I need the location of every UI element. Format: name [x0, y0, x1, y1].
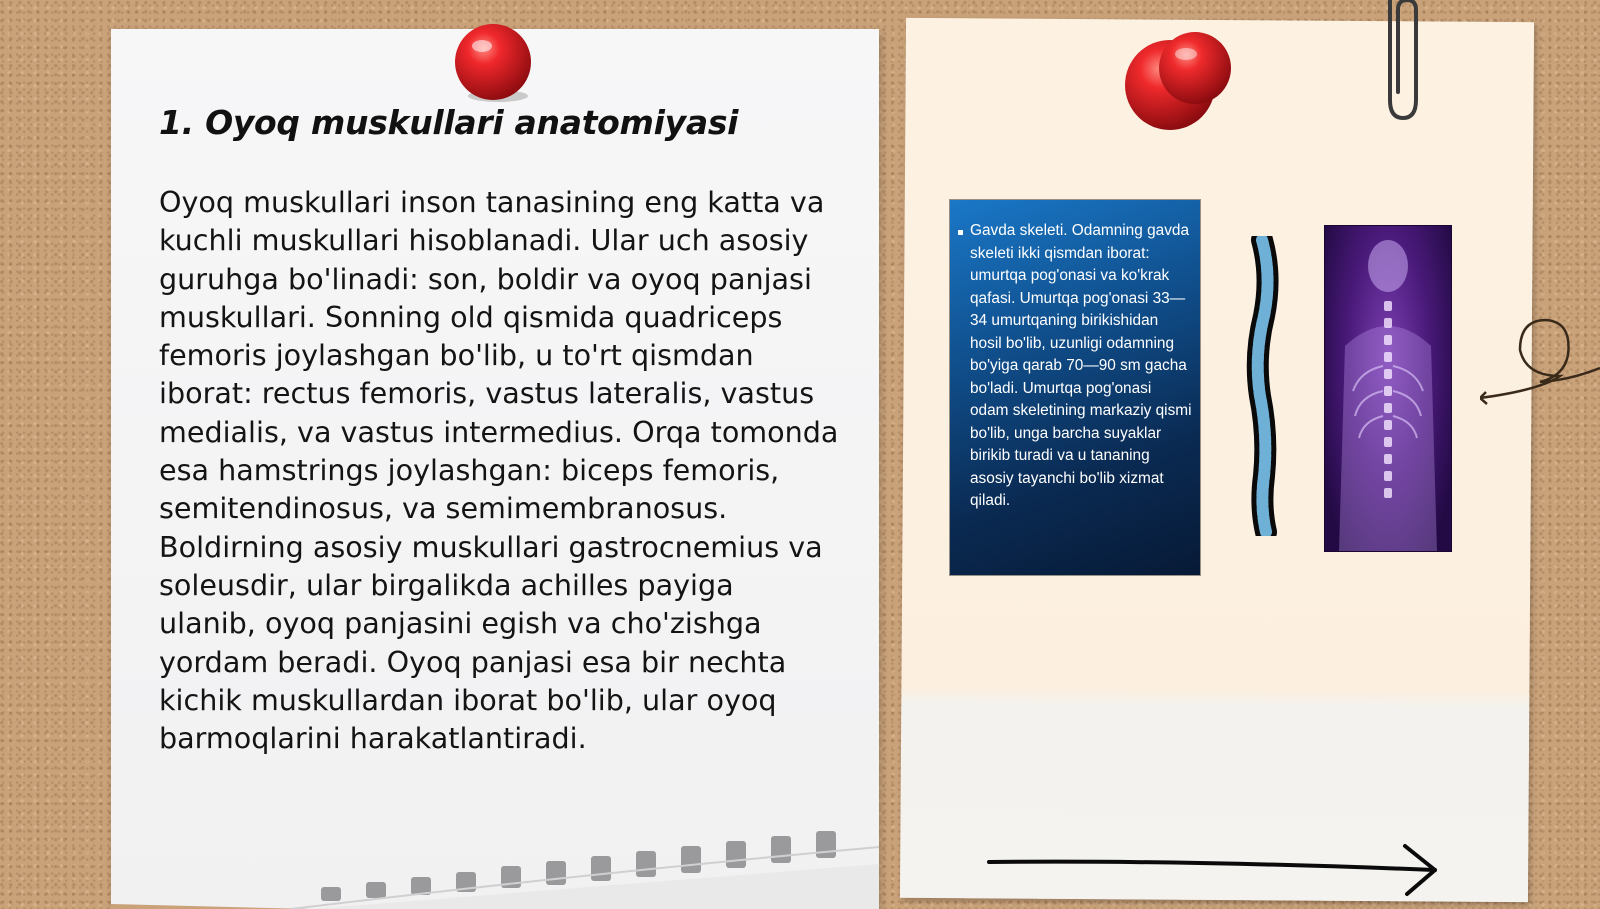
bullet-marker	[958, 230, 963, 235]
info-list-item	[970, 220, 1194, 513]
spine-image	[1238, 236, 1292, 536]
info-text: Gavda skeleti. Odamning gavda skeleti ikki qismdan iborat: umurtqa pog'onasi va ko'krak qafasi. Umurtqa pog'onasi 33—34 umurtqaning birikishidan hosil bo'lib, uzunligi odamning bo'yiga qarab 70—90 sm gacha bo'ladi. Umurtqa pog'onasi odam skeletining markaziy qismi bo'lib, unga barcha suyaklar birikib turadi va u tananing asosiy tayanchi bo'lib xizmat qiladi.	[970, 222, 1192, 509]
slide-title: 1. Oyoq muskullari anatomiyasi	[159, 103, 739, 142]
arrow-right-icon	[985, 840, 1445, 900]
red-pushpin-icon	[450, 20, 540, 110]
paperclip-icon	[1376, 0, 1426, 125]
torn-notebook-edge	[111, 769, 879, 909]
skeleton-info-box	[950, 200, 1200, 575]
xray-body-image	[1324, 225, 1452, 552]
red-pushpin-icon	[1120, 30, 1240, 135]
info-list	[950, 200, 1200, 513]
left-paper-sheet	[111, 29, 879, 909]
body-text: Oyoq muskullari inson tanasining eng katta va kuchli muskullari hisoblanadi. Ular uch asosiy guruhga bo'linadi: son, boldir va oyoq panjasi muskullari. Sonning old qismida quadriceps femoris joylashgan bo'lib, u to'rt qismdan iborat: rectus femoris, vastus lateralis, vastus medialis, va vastus intermedius. Orqa tomonda esa hamstrings joylashgan: biceps femoris, semitendinosus, va semimembranosus. Boldirning asosiy muskullari gastrocnemius va soleusdir, ular birgalikda achilles payiga ulanib, oyoq panjasini egish va cho'zishga yordam beradi. Oyoq panjasi esa bir nechta kichik muskullardan iborat bo'lib, ular oyoq barmoqlarini harakatlantiradi.	[159, 185, 839, 756]
scribble-doodle	[1480, 310, 1600, 410]
